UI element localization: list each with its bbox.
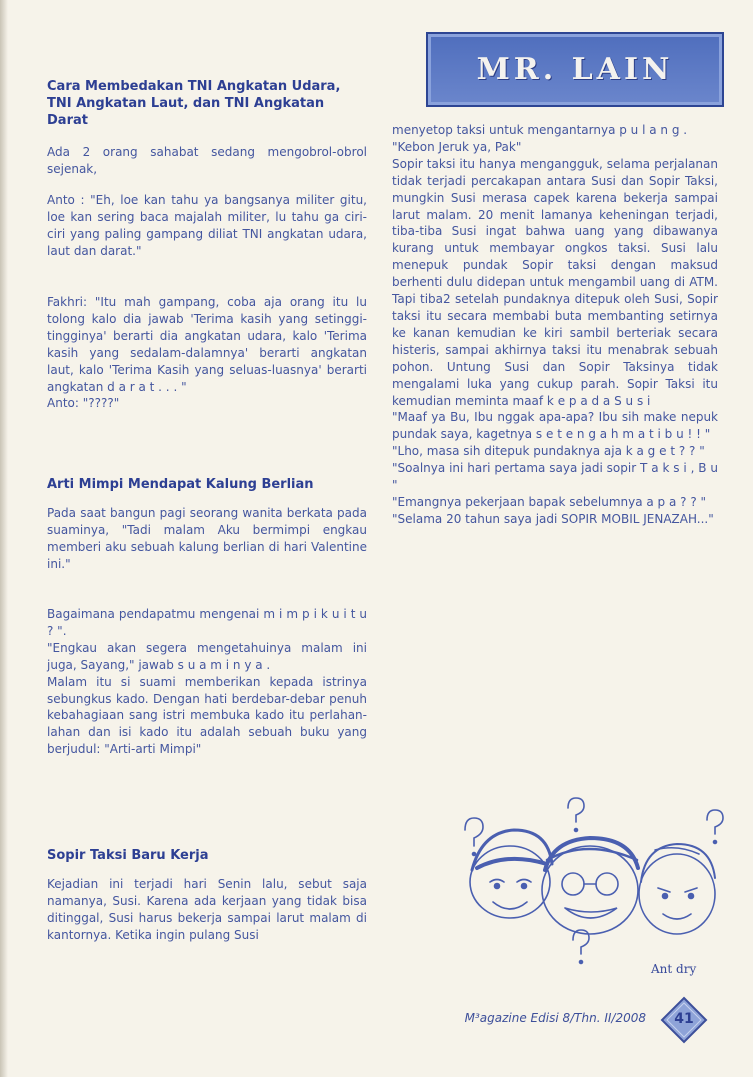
magazine-footer: M³agazine Edisi 8/Thn. II/2008 xyxy=(464,1011,646,1025)
page-number: 41 xyxy=(674,1011,694,1027)
article-heading-sopir: Sopir Taksi Baru Kerja xyxy=(47,848,209,863)
article-paragraph: Bagaimana pendapatmu mengenai m i m p i k u i t u ? ". "Engkau akan segera mengetahuinya malam ini juga, Sayang," jawab s u a m i n y a . Malam itu si suami memberikan kepada istrinya sebungkus kado. Dengan hati berdebar-debar penuh kebahagiaan sang istri membuka kado itu perlahan-lahan dan isi kado itu adalah sebuah buku yang berjudul: "Arti-arti Mimpi" xyxy=(47,607,367,757)
article-paragraph: Ada 2 orang sahabat sedang mengobrol-obrol sejenak, xyxy=(47,145,367,176)
illustration-signature: Ant dry xyxy=(651,962,697,976)
page-binding-shadow xyxy=(0,0,8,1077)
article-continuation: menyetop taksi untuk mengantarnya p u l a n g . "Kebon Jeruk ya, Pak" Sopir taksi itu hanya mengangguk, selama perjalanan tidak terjadi percakapan antara Susi dan Sopir Taksi, mungkin Susi merasa capek karena bekerja sampai larut malam. 20 menit lamanya keheningan terjadi, tiba-tiba Susi ingat bahwa uang yang dibawanya kurang untuk membayar ongkos taksi. Susi lalu menepuk pundak Sopir taksi dengan maksud berhenti dulu didepan untuk mengambil uang di ATM. Tapi tiba2 setelah pundaknya ditepuk oleh Susi, Sopir taksi itu secara membabi buta membanting setirnya ke kanan kemudian ke kiri sambil berteriak secara histeris, sampai akhirnya taksi itu menabrak sebuah pohon. Untung Susi dan Sopir Taksinya tidak mengalami luka yang cukup parah. Sopir Taksi itu kemudian meminta maaf k e p a d a S u s i "Maaf ya Bu, Ibu nggak apa-apa? Ibu sih make nepuk pundak saya, kagetnya s e t e n g a h m a t i b u ! ! " "Lho, masa sih ditepuk pundaknya aja k a g e t ? ? " "Soalnya ini hari pertama saya jadi sopir T a k s i , B u " "Emangnya pekerjaan bapak sebelumnya a p a ? ? " "Selama 20 tahun saya jadi SOPIR MOBIL JENAZAH..." xyxy=(392,123,718,526)
article-paragraph: Pada saat bangun pagi seorang wanita berkata pada suaminya, "Tadi malam Aku bermimpi engkau memberi aku sebuah kalung berlian di hari Valentine ini." xyxy=(47,506,367,571)
cartoon-faces-illustration xyxy=(455,790,725,990)
banner-title: MR. LAIN xyxy=(476,52,674,87)
article-paragraph: Anto : "Eh, loe kan tahu ya bangsanya militer gitu, loe kan sering baca majalah militer, lu tahu ga ciri-ciri yang paling gampang diliat TNI angkatan udara, laut dan darat." xyxy=(47,193,367,258)
article-heading-tni: Cara Membedakan TNI Angkatan Udara, TNI Angkatan Laut, dan TNI Angkatan Darat xyxy=(47,79,341,128)
article-heading-mimpi: Arti Mimpi Mendapat Kalung Berlian xyxy=(47,477,314,492)
article-paragraph: Fakhri: "Itu mah gampang, coba aja orang itu lu tolong kalo dia jawab 'Terima kasih yang setinggi-tingginya' berarti dia angkatan udara, kalo 'Terima kasih yang sedalam-dalamnya' berarti angkatan laut, kalo 'Terima Kasih yang seluas-luasnya' berarti angkatan d a r a t . . . " Anto: "????" xyxy=(47,295,367,411)
article-paragraph: Kejadian ini terjadi hari Senin lalu, sebut saja namanya, Susi. Karena ada kerjaan yang tidak bisa ditinggal, Susi harus bekerja sampai larut malam di kantornya. Ketika ingin pulang Susi xyxy=(47,877,367,942)
section-banner xyxy=(426,32,724,107)
